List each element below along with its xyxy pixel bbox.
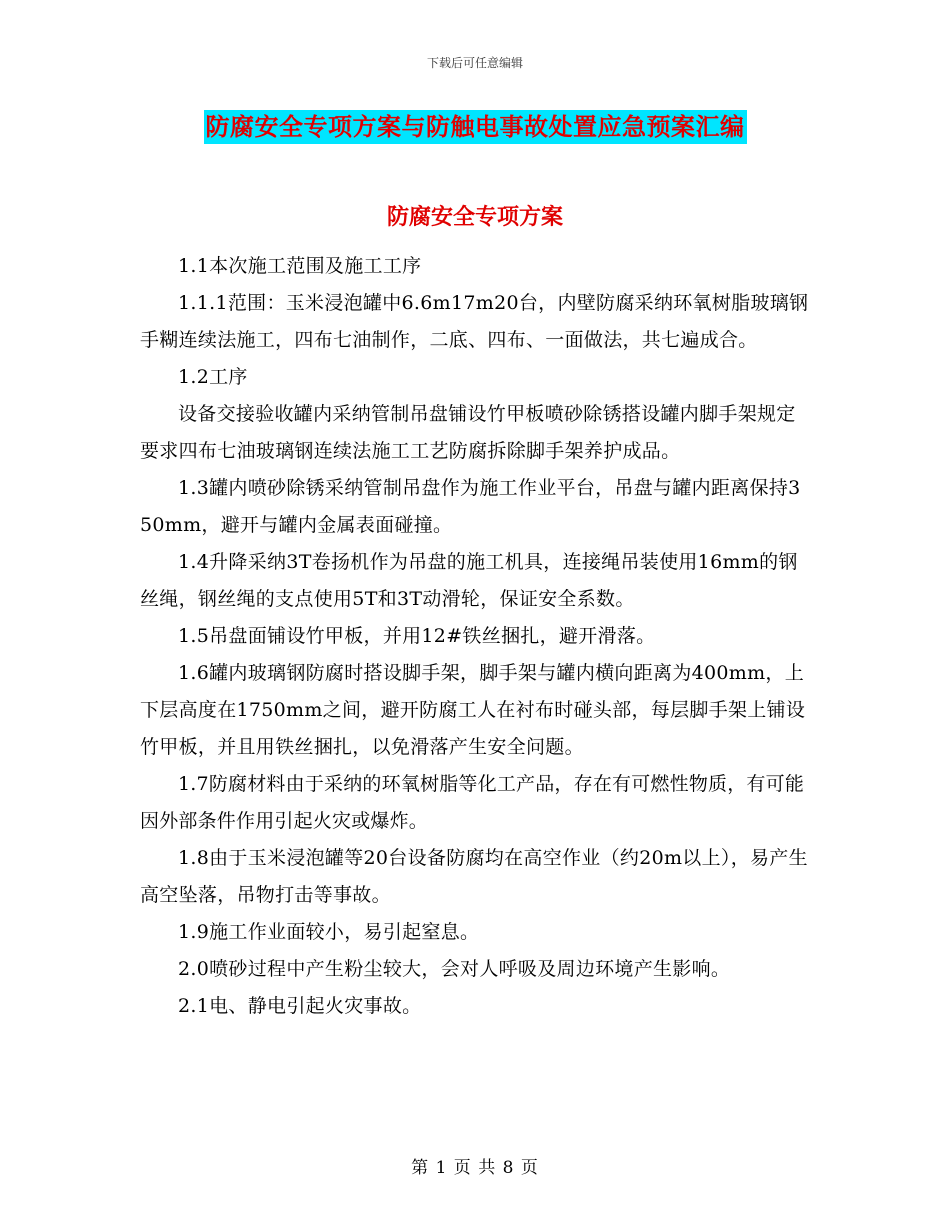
paragraph: 1.2工序 [178, 366, 248, 388]
paragraph: 1.1本次施工范围及施工工序 [178, 255, 422, 277]
main-title-text: 防腐安全专项方案与防触电事故处置应急预案汇编 [204, 110, 747, 144]
paragraph: 1.8由于玉米浸泡罐等20台设备防腐均在高空作业（约20m以上），易产生高空坠落，吊物打击等事故。 [140, 847, 808, 906]
paragraph: 1.5吊盘面铺设竹甲板，并用12#铁丝捆扎，避开滑落。 [178, 625, 656, 647]
paragraph: 1.4升降采纳3T卷扬机作为吊盘的施工机具，连接绳吊装使用16mm的钢丝绳，钢丝绳的支点使用5T和3T动滑轮，保证安全系数。 [140, 551, 798, 610]
paragraph: 1.1.1范围：玉米浸泡罐中6.6m17m20台，内壁防腐采纳环氧树脂玻璃钢手糊连续法施工，四布七油制作，二底、四布、一面做法，共七遍成合。 [140, 292, 809, 351]
paragraph: 1.9施工作业面较小，易引起窒息。 [178, 921, 480, 943]
section-title: 防腐安全专项方案 [386, 204, 563, 230]
page-number: 第 1 页 共 8 页 [411, 1158, 539, 1178]
page-header-note: 下载后可任意编辑 [426, 56, 523, 70]
paragraph: 1.7防腐材料由于采纳的环氧树脂等化工产品，存在有可燃性物质，有可能因外部条件作用引起火灾或爆炸。 [140, 773, 805, 832]
paragraph: 设备交接验收罐内采纳管制吊盘铺设竹甲板喷砂除锈搭设罐内脚手架规定要求四布七油玻璃钢连续法施工工艺防腐拆除脚手架养护成品。 [140, 403, 796, 462]
paragraph: 1.6罐内玻璃钢防腐时搭设脚手架，脚手架与罐内横向距离为400mm，上下层高度在1750mm之间，避开防腐工人在衬布时碰头部，每层脚手架上铺设竹甲板，并且用铁丝捆扎，以免滑落产生安全问题。 [140, 662, 806, 758]
paragraph: 1.3罐内喷砂除锈采纳管制吊盘作为施工作业平台，吊盘与罐内距离保持350mm，避开与罐内金属表面碰撞。 [140, 477, 801, 536]
paragraph: 2.0喷砂过程中产生粉尘较大，会对人呼吸及周边环境产生影响。 [178, 958, 731, 980]
main-title [0, 110, 950, 144]
paragraph: 2.1电、静电引起火灾事故。 [178, 995, 422, 1017]
document-body [140, 248, 810, 1025]
